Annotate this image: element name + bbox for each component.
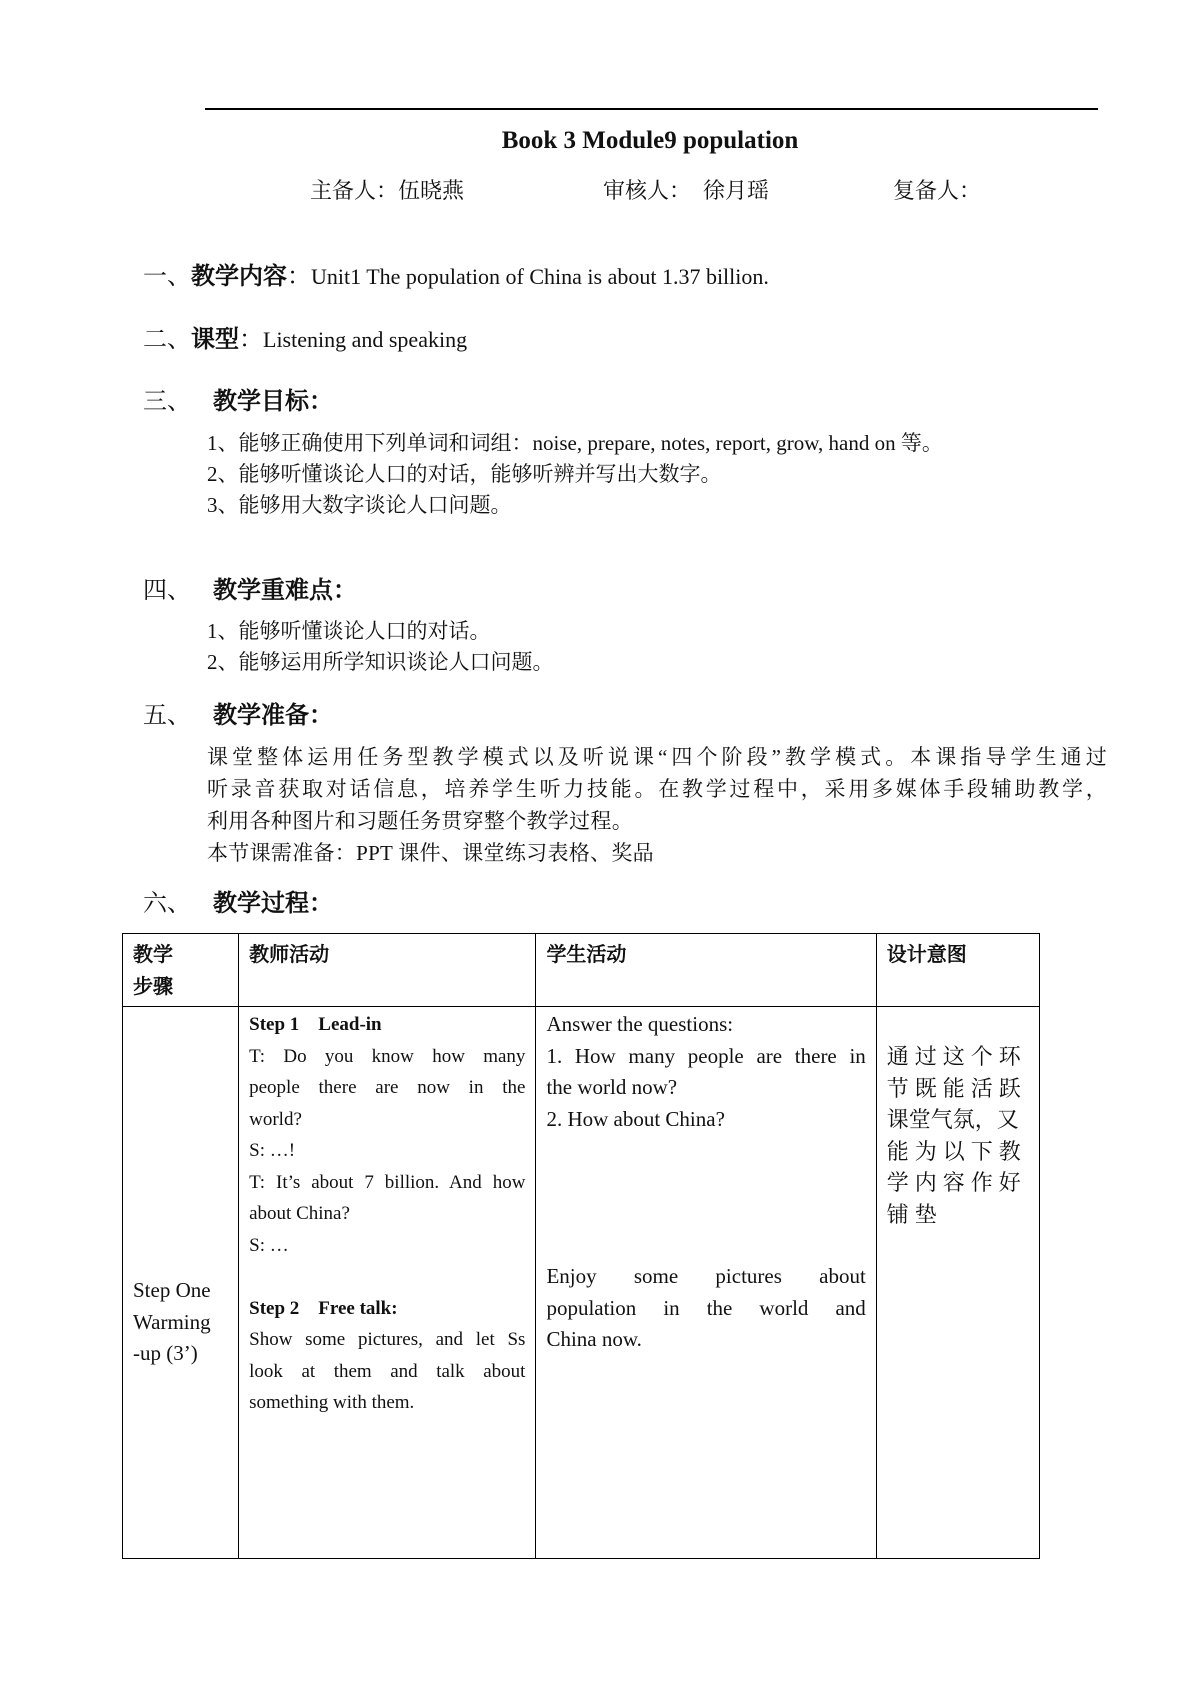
student-line: Enjoy some pictures about xyxy=(546,1264,866,1288)
materials-line: 本节课需准备：PPT 课件、课堂练习表格、奖品 xyxy=(207,841,654,865)
list-item: 1、能够正确使用下列单词和词组：noise, prepare, notes, report, grow, hand on 等。 xyxy=(207,431,943,455)
paragraph-line: 课堂整体运用任务型教学模式以及听说课“四个阶段”教学模式。本课指导学生通过 xyxy=(207,745,1107,769)
section-number: 二、 xyxy=(143,327,191,353)
teacher-line: Show some pictures, and let Ss xyxy=(249,1329,526,1350)
preparer-name: 伍晓燕 xyxy=(398,178,465,203)
co-preparer-line xyxy=(893,174,981,205)
student-line: China now. xyxy=(546,1327,642,1351)
process-table xyxy=(122,933,1040,1559)
teacher-line: about China? xyxy=(249,1203,350,1224)
header-step-line: 教学 xyxy=(133,942,173,966)
design-line: 节既能活跃 xyxy=(886,1075,1027,1101)
section-heading: 教学准备： xyxy=(213,701,333,729)
student-line: the world now? xyxy=(546,1075,678,1099)
page-title: Book 3 Module9 population xyxy=(501,127,799,154)
section-heading: 教学目标： xyxy=(213,387,333,415)
header-step-line: 步骤 xyxy=(133,974,173,998)
section-text: Listening and speaking xyxy=(263,327,468,352)
section-separator: ： xyxy=(239,327,263,353)
teacher-line: something with them. xyxy=(249,1392,415,1413)
step-label-line: Step One xyxy=(133,1278,211,1302)
header-design: 设计意图 xyxy=(876,934,1039,1007)
table-header-row xyxy=(123,934,1040,1007)
section-heading: 课型 xyxy=(191,325,239,353)
section-number: 一、 xyxy=(143,264,191,290)
section-text: Unit1 The population of China is about 1.37 billion. xyxy=(311,264,769,289)
teacher-activity-cell xyxy=(239,1007,536,1559)
list-item: 2、能够听懂谈论人口的对话，能够听辨并写出大数字。 xyxy=(207,462,722,486)
section-number: 六、 xyxy=(143,891,191,917)
header-rule xyxy=(205,108,1098,110)
section-heading: 教学内容 xyxy=(191,262,287,290)
student-activity-cell xyxy=(536,1007,876,1559)
step2-title: Step 2 Free talk: xyxy=(249,1297,398,1319)
teacher-line: people there are now in the xyxy=(249,1077,526,1098)
design-line: 学内容作好 xyxy=(886,1170,1027,1195)
teacher-line: T: It’s about 7 billion. And how xyxy=(249,1171,526,1193)
student-line: 1. How many people are there in xyxy=(546,1043,866,1068)
section-key-points xyxy=(143,570,357,605)
header-teacher: 教师活动 xyxy=(239,934,536,1007)
teacher-line: S: …! xyxy=(249,1140,296,1161)
section-preparation xyxy=(143,695,333,730)
paragraph-line: 利用各种图片和习题任务贯穿整个教学过程。 xyxy=(207,809,633,833)
section-number: 四、 xyxy=(143,578,191,604)
paragraph-line: 听录音获取对话信息，培养学生听力技能。在教学过程中，采用多媒体手段辅助教学， xyxy=(207,777,1107,801)
section-number: 五、 xyxy=(143,703,191,729)
design-line: 课堂气氛，又 xyxy=(886,1107,1019,1132)
list-item: 3、能够用大数字谈论人口问题。 xyxy=(207,493,512,517)
step-label-line: Warming xyxy=(133,1309,211,1334)
section-lesson-type xyxy=(143,319,467,354)
section-heading: 教学过程： xyxy=(213,889,333,917)
step-label-line: -up (3’) xyxy=(133,1341,198,1365)
design-intent-cell xyxy=(876,1007,1039,1559)
section-number: 三、 xyxy=(143,389,191,415)
section-process xyxy=(143,883,333,918)
student-line: Answer the questions: xyxy=(546,1012,734,1036)
student-line: population in the world and xyxy=(546,1295,866,1320)
section-objectives xyxy=(143,381,333,416)
design-line: 能为以下教 xyxy=(886,1138,1027,1164)
header-step xyxy=(123,934,239,1007)
section-heading: 教学重难点： xyxy=(213,576,357,604)
table-row xyxy=(123,1007,1040,1559)
objectives-list xyxy=(207,428,943,521)
preparation-paragraph xyxy=(207,741,1107,869)
teacher-line: look at them and talk about xyxy=(249,1360,526,1382)
header-student: 学生活动 xyxy=(536,934,876,1007)
list-item: 2、能够运用所学知识谈论人口问题。 xyxy=(207,650,554,674)
teacher-line: T: Do you know how many xyxy=(249,1045,526,1067)
step-label-cell xyxy=(123,1007,239,1559)
reviewer-name: 徐月瑶 xyxy=(703,178,770,203)
design-line: 通过这个环 xyxy=(886,1044,1027,1069)
reviewer-label: 审核人： xyxy=(603,178,692,203)
section-content xyxy=(143,256,769,291)
co-preparer-label: 复备人： xyxy=(893,178,982,203)
list-item: 1、能够听懂谈论人口的对话。 xyxy=(207,619,491,643)
teacher-line: world? xyxy=(249,1108,302,1130)
teacher-line: S: … xyxy=(249,1234,289,1256)
preparer-line xyxy=(310,174,464,205)
section-separator: ： xyxy=(287,264,311,290)
step1-title: Step 1 Lead-in xyxy=(249,1014,382,1035)
design-line: 铺垫 xyxy=(886,1201,943,1227)
reviewer-line xyxy=(603,174,769,205)
preparer-label: 主备人： xyxy=(310,178,399,203)
key-points-list xyxy=(207,616,554,678)
student-line: 2. How about China? xyxy=(546,1106,725,1131)
